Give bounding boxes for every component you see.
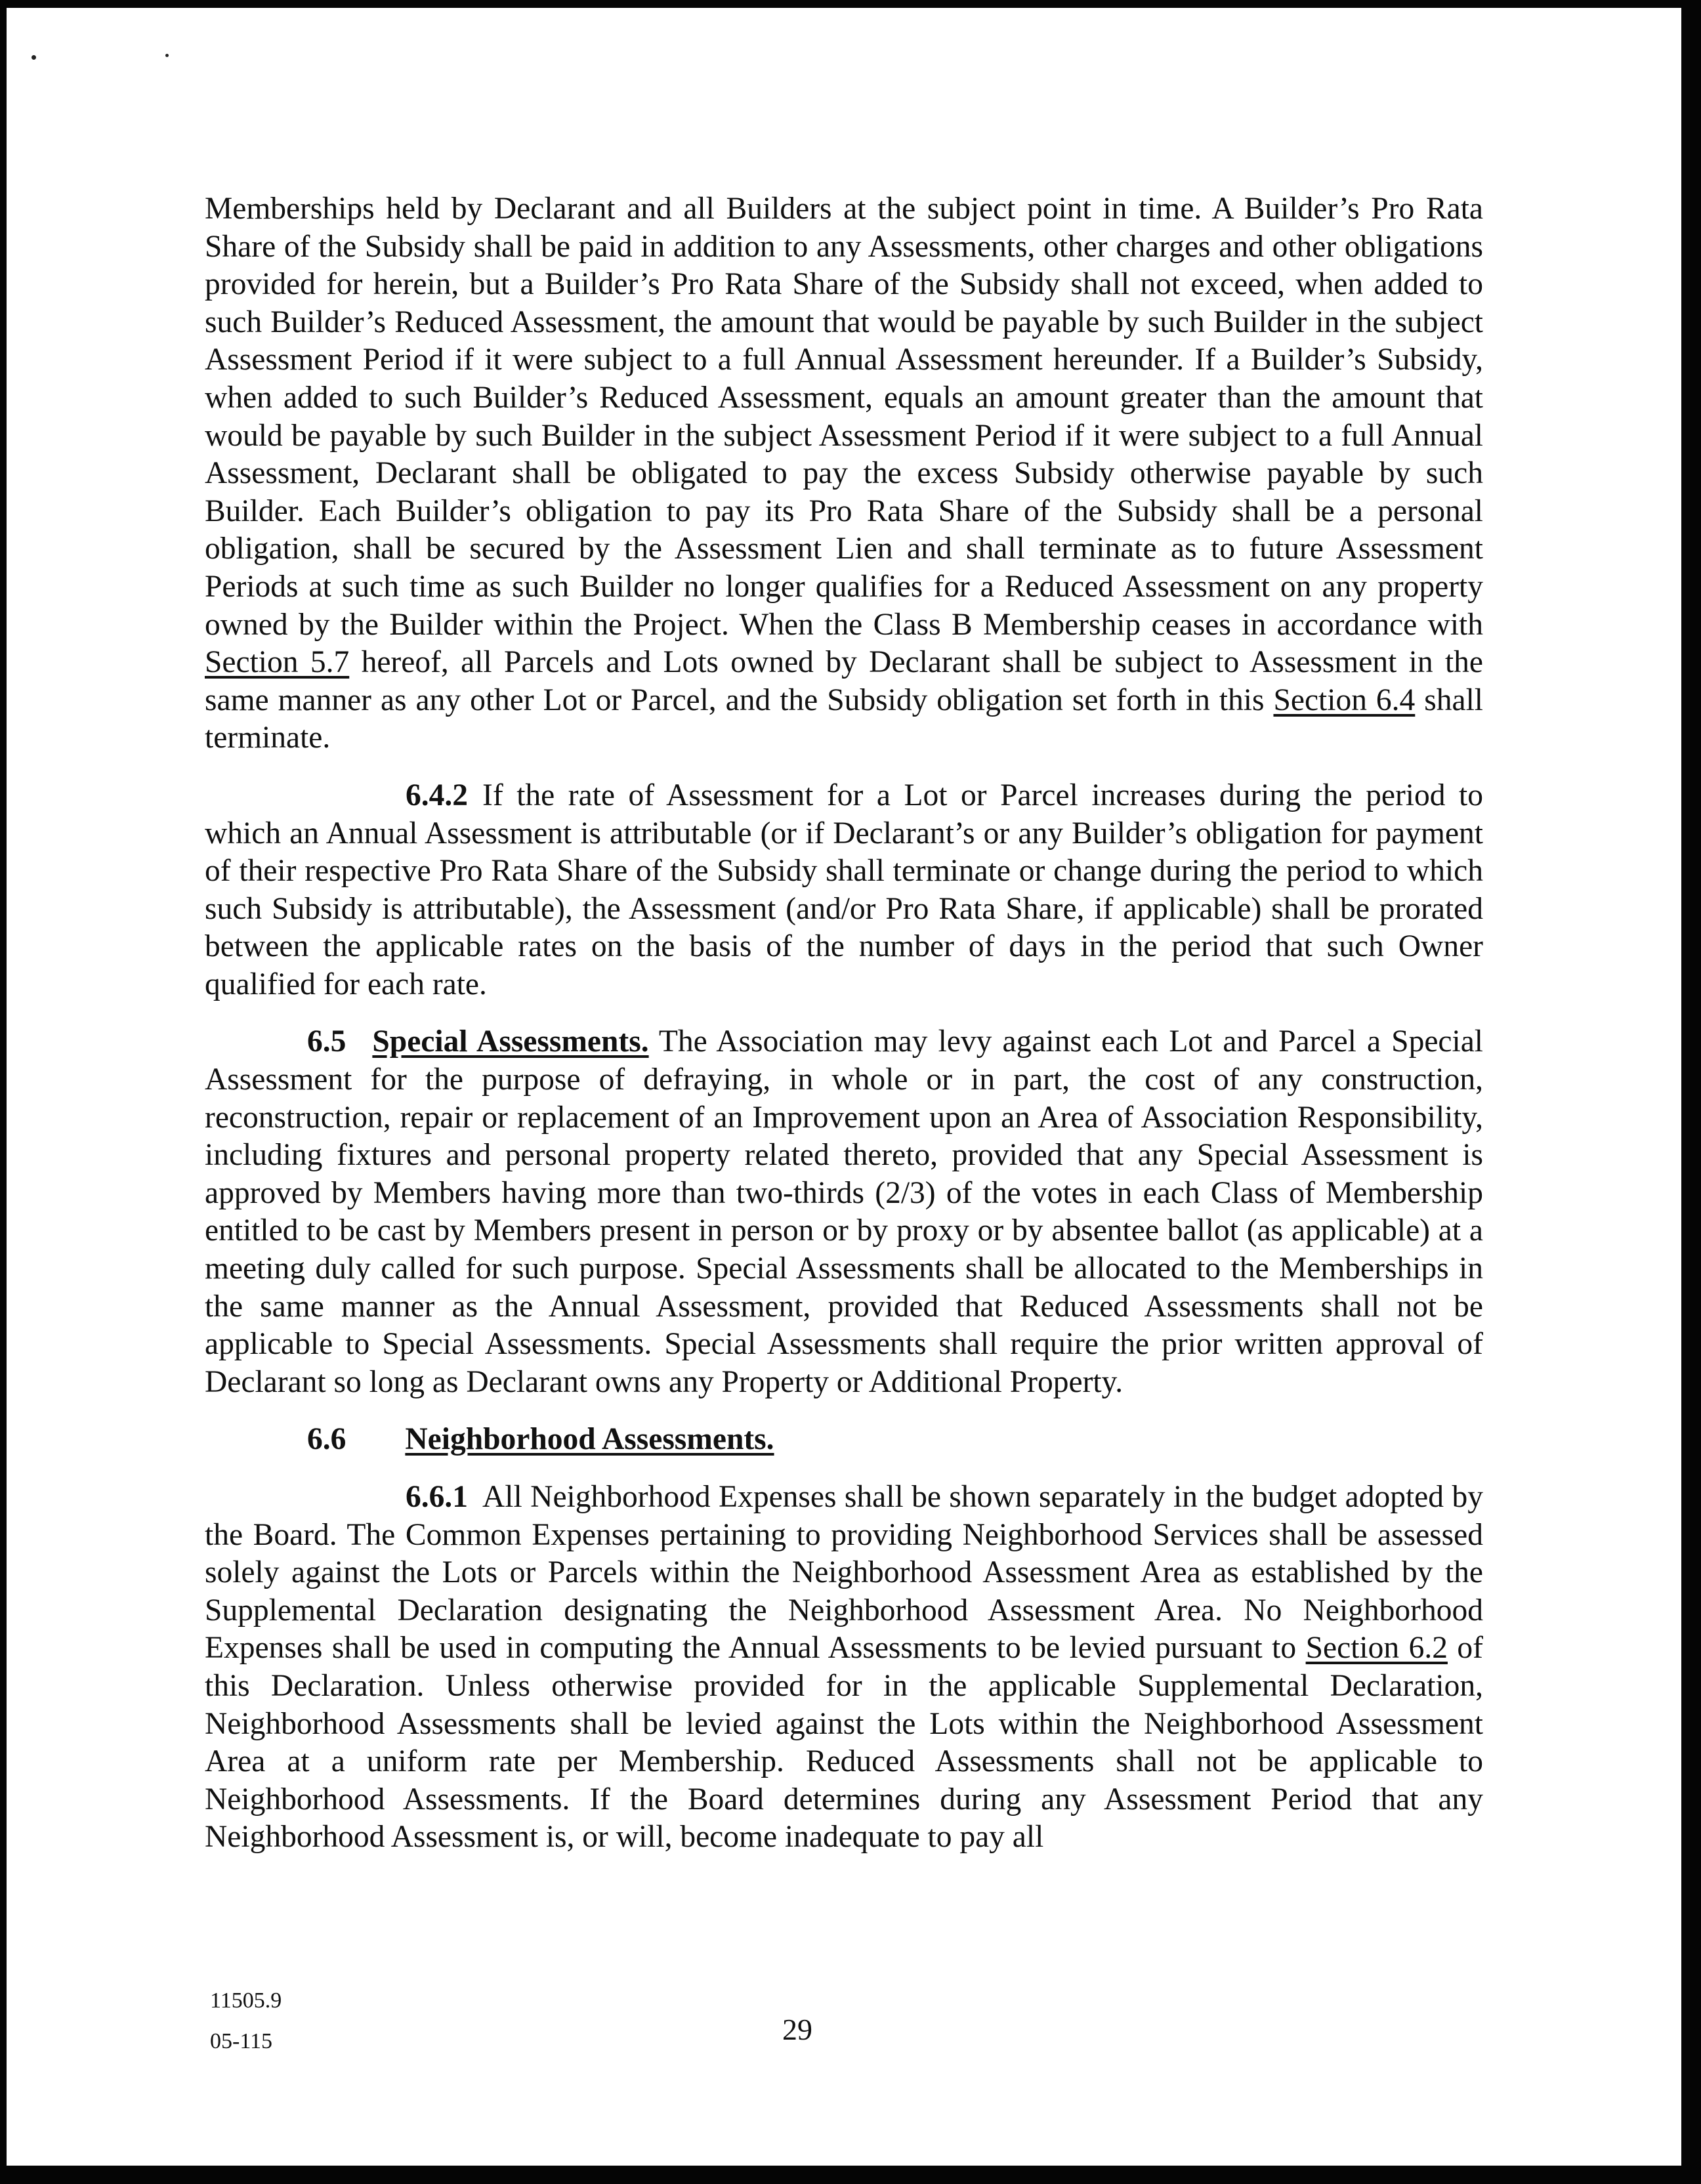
scan-border-bottom <box>0 2166 1701 2184</box>
paragraph-text: shall terminate. <box>205 682 1483 755</box>
file-code: 05-115 <box>210 2029 273 2053</box>
doc-code: 11505.9 <box>210 1988 282 2013</box>
paragraph-text: Memberships held by Declarant and all Builders at the subject point in time. A Builder’s Pro Rata Share of the Subsidy shall be paid in addition to any Assessments, other charges and other obligations provided for herein, but a Builder’s Pro Rata Share of the Subsidy shall not exceed, when added to such Builder’s Reduced Assessment, the amount that would be payable by such Builder in the subject Assessment Period if it were subject to a full Annual Assessment hereunder. If a Builder’s Subsidy, when added to such Builder’s Reduced Assessment, equals an amount greater than the amount that would be payable by such Builder in the subject Assessment Period if it were subject to a full Annual Assessment, Declarant shall be obligated to pay the excess Subsidy otherwise payable by such Builder. Each Builder’s obligation to pay its Pro Rata Share of the Subsidy shall be a personal obligation, shall be secured by the Assessment Lien and shall terminate as to future Assessment Periods at such time as such Builder no longer qualifies for a Reduced Assessment on any property owned by the Builder within the Project. When the Class B Membership ceases in accordance with <box>205 192 1483 642</box>
section-6-4-reference: Section 6.4 <box>1273 682 1416 717</box>
section-6-6-1 <box>205 1479 1483 1857</box>
scan-border-right <box>1681 0 1701 2184</box>
section-6-2-reference: Section 6.2 <box>1305 1631 1448 1666</box>
section-text: of this Declaration. Unless otherwise provided for in the applicable Supplemental Declaration, Neighborhood Assessments shall be levied against the Lots within the Neighborhood Assessment Area at a uniform rate per Membership. Reduced Assessments shall not be applicable to Neighborhood Assessments. If the Board determines during any Assessment Period that any Neighborhood Assessment is, or will, become inadequate to pay all <box>205 1631 1483 1855</box>
section-6-5 <box>205 1023 1483 1401</box>
section-title: Neighborhood Assessments. <box>405 1422 774 1457</box>
scan-border-left <box>0 0 7 2184</box>
section-6-4-2 <box>205 777 1483 1004</box>
section-number: 6.6.1 <box>406 1480 468 1514</box>
paragraph-subsidy-continued <box>205 190 1483 757</box>
section-title: Special Assessments. <box>372 1024 649 1059</box>
page-body <box>205 190 1483 1857</box>
scan-border-top <box>0 0 1701 8</box>
section-text: The Association may levy against each Lot and Parcel a Special Assessment for the purpose of defraying, in whole or in part, the cost of any construction, reconstruction, repair or replacement of an Improvement upon an Area of Association Responsibility, including fixtures and personal property related thereto, provided that any Special Assessment is approved by Members having more than two-thirds (2/3) of the votes in each Class of Membership entitled to be cast by Members present in person or by proxy or by absentee ballot (as applicable) at a meeting duly called for such purpose. Special Assessments shall be allocated to the Memberships in the same manner as the Annual Assessment, provided that Reduced Assessments shall not be applicable to Special Assessments. Special Assessments shall require the prior written approval of Declarant so long as Declarant owns any Property or Additional Property. <box>205 1024 1483 1399</box>
scan-speck <box>165 54 169 57</box>
section-number: 6.5 <box>307 1024 346 1059</box>
section-6-6-heading <box>205 1421 1483 1459</box>
section-number: 6.6 <box>307 1422 346 1457</box>
section-5-7-reference: Section 5.7 <box>205 645 350 680</box>
section-text: If the rate of Assessment for a Lot or Parcel increases during the period to which an Annual Assessment is attributable (or if Declarant’s or any Builder’s obligation for payment of their respective Pro Rata Share of the Subsidy shall terminate or change during the period to which such Subsidy is attributable), the Assessment (and/or Pro Rata Share, if applicable) shall be prorated between the applicable rates on the basis of the number of days in the period that such Owner qualified for each rate. <box>205 778 1483 1001</box>
paragraph-text: hereof, all Parcels and Lots owned by Declarant shall be subject to Assessment in the same manner as any other Lot or Parcel, and the Subsidy obligation set forth in this <box>205 645 1483 717</box>
footer-codes <box>210 1981 282 2062</box>
scan-speck <box>32 55 36 60</box>
section-text: All Neighborhood Expenses shall be shown separately in the budget adopted by the Board. The Common Expenses pertaining to providing Neighborhood Services shall be assessed solely against the Lots or Parcels within the Neighborhood Assessment Area as established by the Supplemental Declaration designating the Neighborhood Assessment Area. No Neighborhood Expenses shall be used in computing the Annual Assessments to be levied pursuant to <box>205 1480 1483 1666</box>
section-number: 6.4.2 <box>406 778 468 812</box>
page-number: 29 <box>782 2013 812 2046</box>
